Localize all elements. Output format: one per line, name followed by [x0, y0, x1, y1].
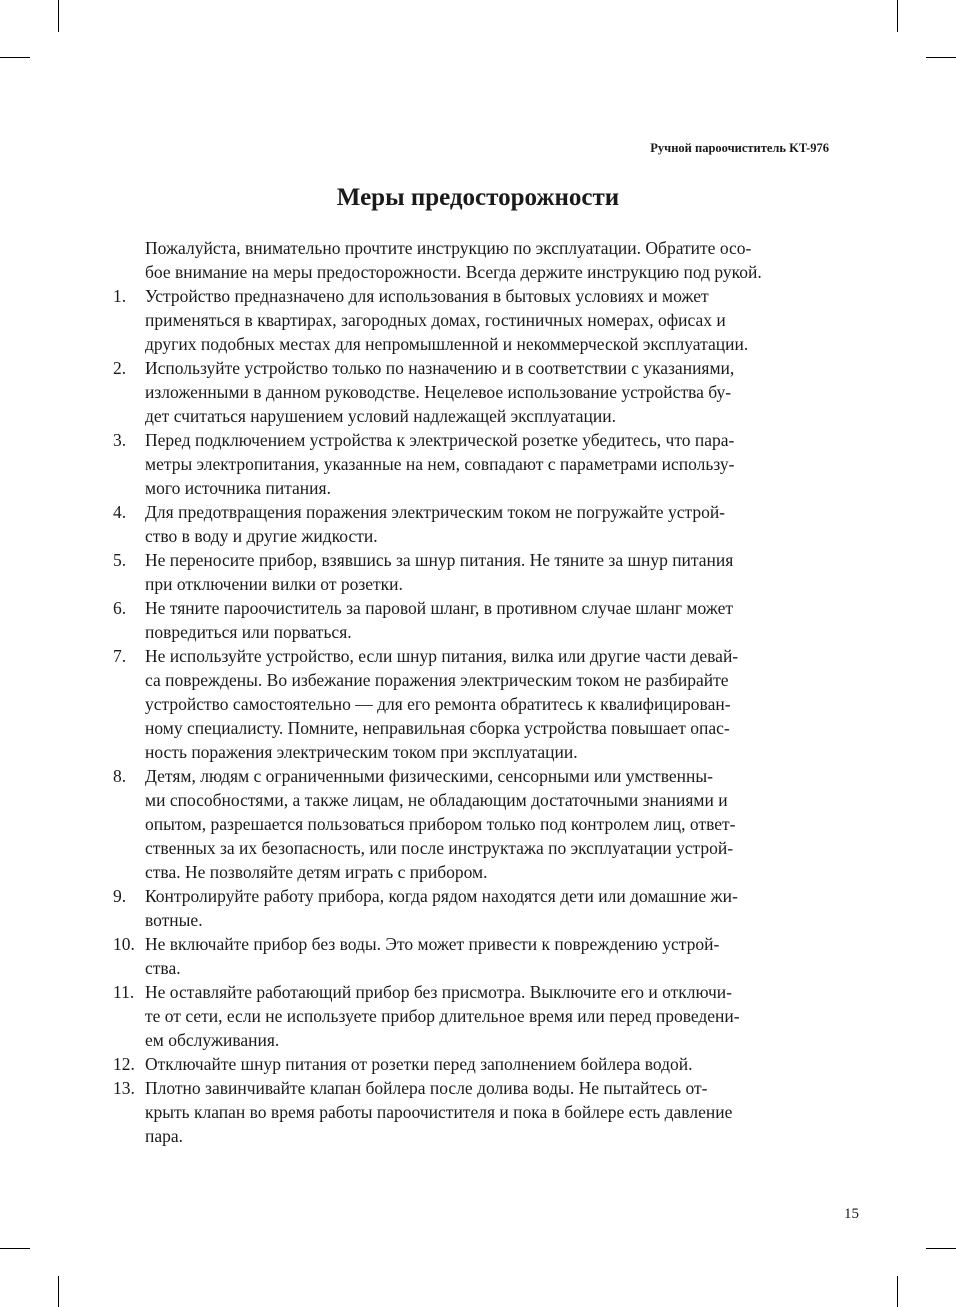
precaution-item [113, 1052, 833, 1076]
item-text-line: крыть клапан во время работы пароочистителя и пока в бойлере есть давление [145, 1102, 733, 1122]
precaution-item [113, 644, 833, 764]
item-number: 4. [113, 502, 127, 522]
precaution-item [113, 980, 833, 1052]
precautions-list [113, 284, 833, 1148]
item-text-line: те от сети, если не используете прибор длительное время или перед проведени- [145, 1006, 740, 1026]
item-number: 13. [113, 1078, 135, 1098]
item-text-line: изложенными в данном руководстве. Нецелевое использование устройства бу- [145, 382, 732, 402]
item-text-line: Отключайте шнур питания от розетки перед заполнением бойлера водой. [145, 1054, 693, 1074]
item-text-line: ми способностями, а также лицам, не обладающим достаточными знаниями и [145, 790, 728, 810]
crop-mark-bottom-left-vertical [58, 1276, 59, 1307]
precaution-item [113, 932, 833, 980]
page-number: 15 [844, 1206, 859, 1222]
item-text-line: Перед подключением устройства к электрической розетке убедитесь, что пара- [145, 430, 735, 450]
item-text-line: Не включайте прибор без воды. Это может привести к повреждению устрой- [145, 934, 720, 954]
intro-line: бое внимание на меры предосторожности. Всегда держите инструкцию под рукой. [145, 262, 762, 282]
item-text-line: применяться в квартирах, загородных домах, гостиничных номерах, офисах и [145, 310, 726, 330]
item-text-line: Не тяните пароочиститель за паровой шланг, в противном случае шланг может [145, 598, 734, 618]
item-number: 11. [113, 982, 135, 1002]
item-text-line: Не оставляйте работающий прибор без присмотра. Выключите его и отключи- [145, 982, 732, 1002]
item-text-line: мого источника питания. [145, 478, 331, 498]
precaution-item [113, 1076, 833, 1148]
item-text-line: вотные. [145, 910, 203, 930]
item-text-line: ному специалисту. Помните, неправильная сборка устройства повышает опас- [145, 718, 730, 738]
item-text-line: метры электропитания, указанные на нем, совпадают с параметрами использу- [145, 454, 735, 474]
crop-mark-bottom-left-horizontal [0, 1248, 30, 1249]
item-text-line: устройство самостоятельно — для его ремонта обратитесь к квалифицирован- [145, 694, 731, 714]
crop-mark-top-left-horizontal [0, 57, 30, 58]
item-number: 1. [113, 286, 127, 306]
crop-mark-bottom-right-vertical [897, 1276, 898, 1307]
item-number: 10. [113, 934, 135, 954]
item-text-line: са повреждены. Во избежание поражения электрическим током не разбирайте [145, 670, 729, 690]
item-text-line: других подобных местах для непромышленной и некоммерческой эксплуатации. [145, 334, 749, 354]
precautions-body [113, 236, 833, 1148]
item-text-line: ства. [145, 958, 181, 978]
item-text-line: Устройство предназначено для использования в бытовых условиях и может [145, 286, 709, 306]
item-text-line: при отключении вилки от розетки. [145, 574, 403, 594]
item-text-line: Плотно завинчивайте клапан бойлера после долива воды. Не пытайтесь от- [145, 1078, 708, 1098]
crop-mark-top-right-vertical [897, 0, 898, 32]
item-number: 6. [113, 598, 127, 618]
crop-mark-bottom-right-horizontal [926, 1248, 956, 1249]
item-text-line: ность поражения электрическим током при эксплуатации. [145, 742, 578, 762]
item-text-line: пара. [145, 1126, 184, 1146]
item-text-line: Контролируйте работу прибора, когда рядом находятся дети или домашние жи- [145, 886, 738, 906]
item-text-line: дет считаться нарушением условий надлежащей эксплуатации. [145, 406, 616, 426]
item-text-line: опытом, разрешается пользоваться прибором только под контролем лиц, ответ- [145, 814, 736, 834]
precaution-item [113, 284, 833, 356]
intro-paragraph [113, 236, 833, 284]
item-text-line: Не используйте устройство, если шнур питания, вилка или другие части девай- [145, 646, 739, 666]
crop-mark-top-right-horizontal [926, 57, 956, 58]
item-text-line: Детям, людям с ограниченными физическими, сенсорными или умственны- [145, 766, 713, 786]
precaution-item [113, 596, 833, 644]
item-text-line: Используйте устройство только по назначению и в соответствии с указаниями, [145, 358, 735, 378]
precaution-item [113, 548, 833, 596]
item-text-line: ственных за их безопасность, или после инструктажа по эксплуатации устрой- [145, 838, 734, 858]
precaution-item [113, 428, 833, 500]
item-text-line: Не переносите прибор, взявшись за шнур питания. Не тяните за шнур питания [145, 550, 734, 570]
item-text-line: Для предотвращения поражения электрическим током не погружайте устрой- [145, 502, 726, 522]
item-number: 5. [113, 550, 127, 570]
item-number: 2. [113, 358, 127, 378]
crop-mark-top-left-vertical [58, 0, 59, 32]
item-text-line: ем обслуживания. [145, 1030, 280, 1050]
running-header: Ручной пароочиститель KT-976 [650, 141, 829, 155]
item-text-line: ство в воду и другие жидкости. [145, 526, 378, 546]
item-text-line: ства. Не позволяйте детям играть с прибором. [145, 862, 488, 882]
item-number: 3. [113, 430, 127, 450]
precaution-item [113, 356, 833, 428]
item-number: 12. [113, 1054, 135, 1074]
page-title: Меры предосторожности [336, 184, 620, 211]
item-number: 7. [113, 646, 127, 666]
precaution-item [113, 764, 833, 884]
item-number: 8. [113, 766, 127, 786]
precaution-item [113, 500, 833, 548]
item-number: 9. [113, 886, 127, 906]
precaution-item [113, 884, 833, 932]
intro-line: Пожалуйста, внимательно прочтите инструкцию по эксплуатации. Обратите осо- [145, 238, 752, 258]
item-text-line: повредиться или порваться. [145, 622, 352, 642]
